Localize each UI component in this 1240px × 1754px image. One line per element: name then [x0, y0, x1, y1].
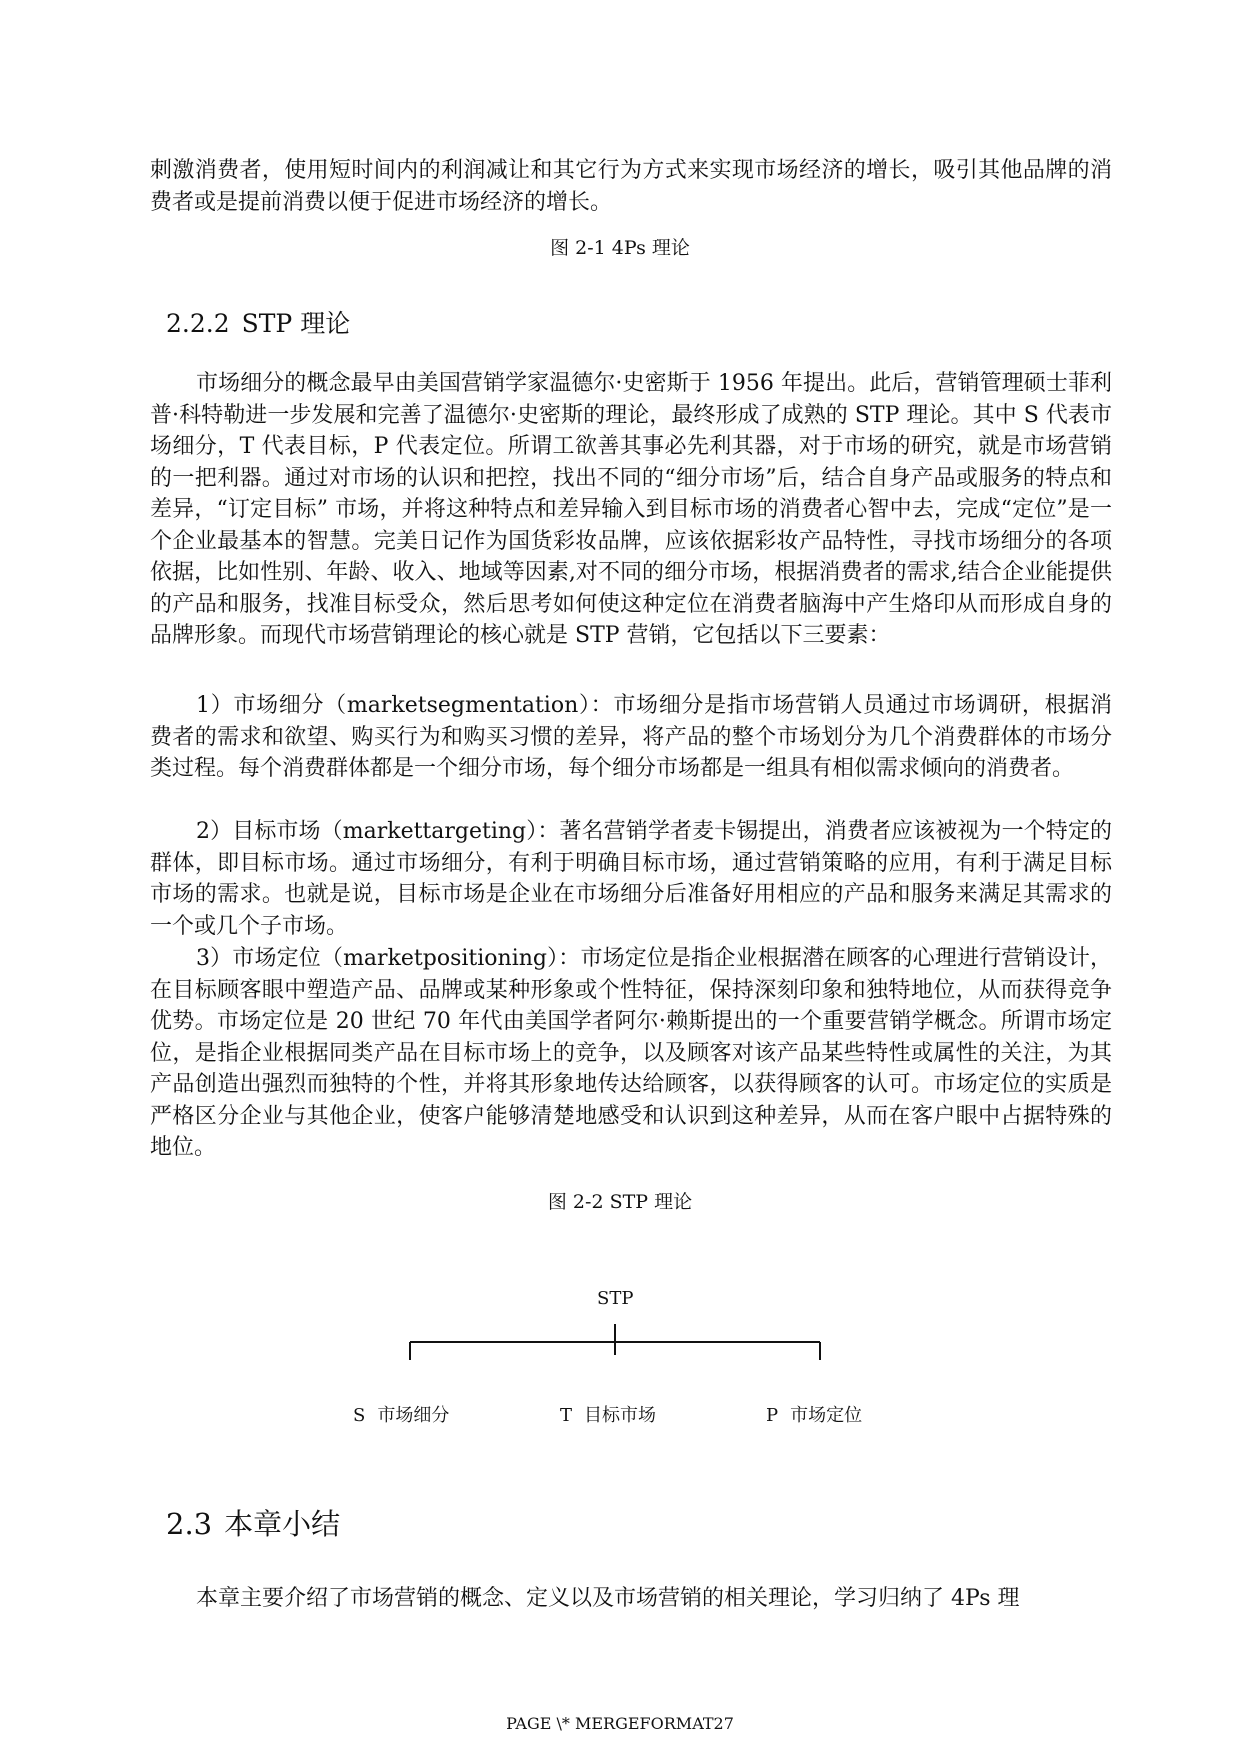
- stp-item-targeting: 2）目标市场（markettargeting）：著名营销学者麦卡锡提出，消费者应该被视为一个特定的群体，即目标市场。通过市场细分，有利于明确目标市场，通过营销策略的应用，有利于满足目标市场的需求。也就是说，目标市场是企业在市场细分后准备好用相应的产品和服务来满足其需求的一个或几个子市场。: [150, 819, 1112, 939]
- page-footer: PAGE \* MERGEFORMAT27: [506, 1714, 734, 1733]
- diagram-root-label: STP: [597, 1288, 634, 1309]
- section-number: 2.3: [166, 1507, 213, 1541]
- stp-item-segmentation: 1）市场细分（marketsegmentation）：市场细分是指市场营销人员通过市场调研，根据消费者的需求和欲望、购买行为和购买习惯的差异，将产品的整个市场划分为几个消费群体的市场分类过程。每个消费群体都是一个细分市场，每个细分市场都是一组具有相似需求倾向的消费者。: [150, 693, 1112, 781]
- section-heading-2-3: [166, 1506, 340, 1542]
- section-title: STP 理论: [241, 309, 351, 338]
- figure-1-caption: 图 2-1 4Ps 理论: [550, 237, 690, 259]
- diagram-node-s: S 市场细分: [353, 1405, 450, 1426]
- section-number: 2.2.2: [166, 309, 230, 338]
- diagram-node-t: T 目标市场: [560, 1405, 657, 1426]
- section-title: 本章小结: [224, 1507, 341, 1541]
- stp-item-positioning: 3）市场定位（marketpositioning）：市场定位是指企业根据潜在顾客的心理进行营销设计，在目标顾客眼中塑造产品、品牌或某种形象或个性特征，保持深刻印象和独特地位，从而获得竞争优势。市场定位是 20 世纪 70 年代由美国学者阿尔·赖斯提出的一个重要营销学概念。所谓市场定位，是指企业根据同类产品在目标市场上的竞争，以及顾客对该产品某些特性或属性的关注，为其产品创造出强烈而独特的个性，并将其形象地传达给顾客，以获得顾客的认可。市场定位的实质是严格区分企业与其他企业，使客户能够清楚地感受和认识到这种差异，从而在客户眼中占据特殊的地位。: [150, 946, 1112, 1160]
- section-heading-2-2-2: [166, 308, 350, 340]
- diagram-node-p: P 市场定位: [766, 1405, 863, 1426]
- figure-2-caption: 图 2-2 STP 理论: [547, 1191, 693, 1213]
- stp-paragraph: 市场细分的概念最早由美国营销学家温德尔·史密斯于 1956 年提出。此后，营销管理硕士菲利普·科特勒进一步发展和完善了温德尔·史密斯的理论，最终形成了成熟的 STP 理论。其中 S 代表市场细分，T 代表目标，P 代表定位。所谓工欲善其事必先利其器，对于市场的研究，就是市场营销的一把利器。通过对市场的认识和把控，找出不同的“细分市场”后，结合自身产品或服务的特点和差异，“订定目标” 市场，并将这种特点和差异输入到目标市场的消费者心智中去，完成“定位”是一个企业最基本的智慧。完美日记作为国货彩妆品牌，应该依据彩妆产品特性，寻找市场细分的各项依据，比如性别、年龄、收入、地域等因素,对不同的细分市场，根据消费者的需求,结合企业能提供的产品和服务，找准目标受众，然后思考如何使这种定位在消费者脑海中产生烙印从而形成自身的品牌形象。而现代市场营销理论的核心就是 STP 营销，它包括以下三要素：: [150, 371, 1112, 648]
- summary-paragraph: 本章主要介绍了市场营销的概念、定义以及市场营销的相关理论，学习归纳了 4Ps 理: [196, 1586, 1020, 1611]
- intro-paragraph: 刺激消费者，使用短时间内的利润减让和其它行为方式来实现市场经济的增长，吸引其他品牌的消费者或是提前消费以便于促进市场经济的增长。: [150, 158, 1112, 215]
- stp-diagram-connectors: [340, 1280, 860, 1380]
